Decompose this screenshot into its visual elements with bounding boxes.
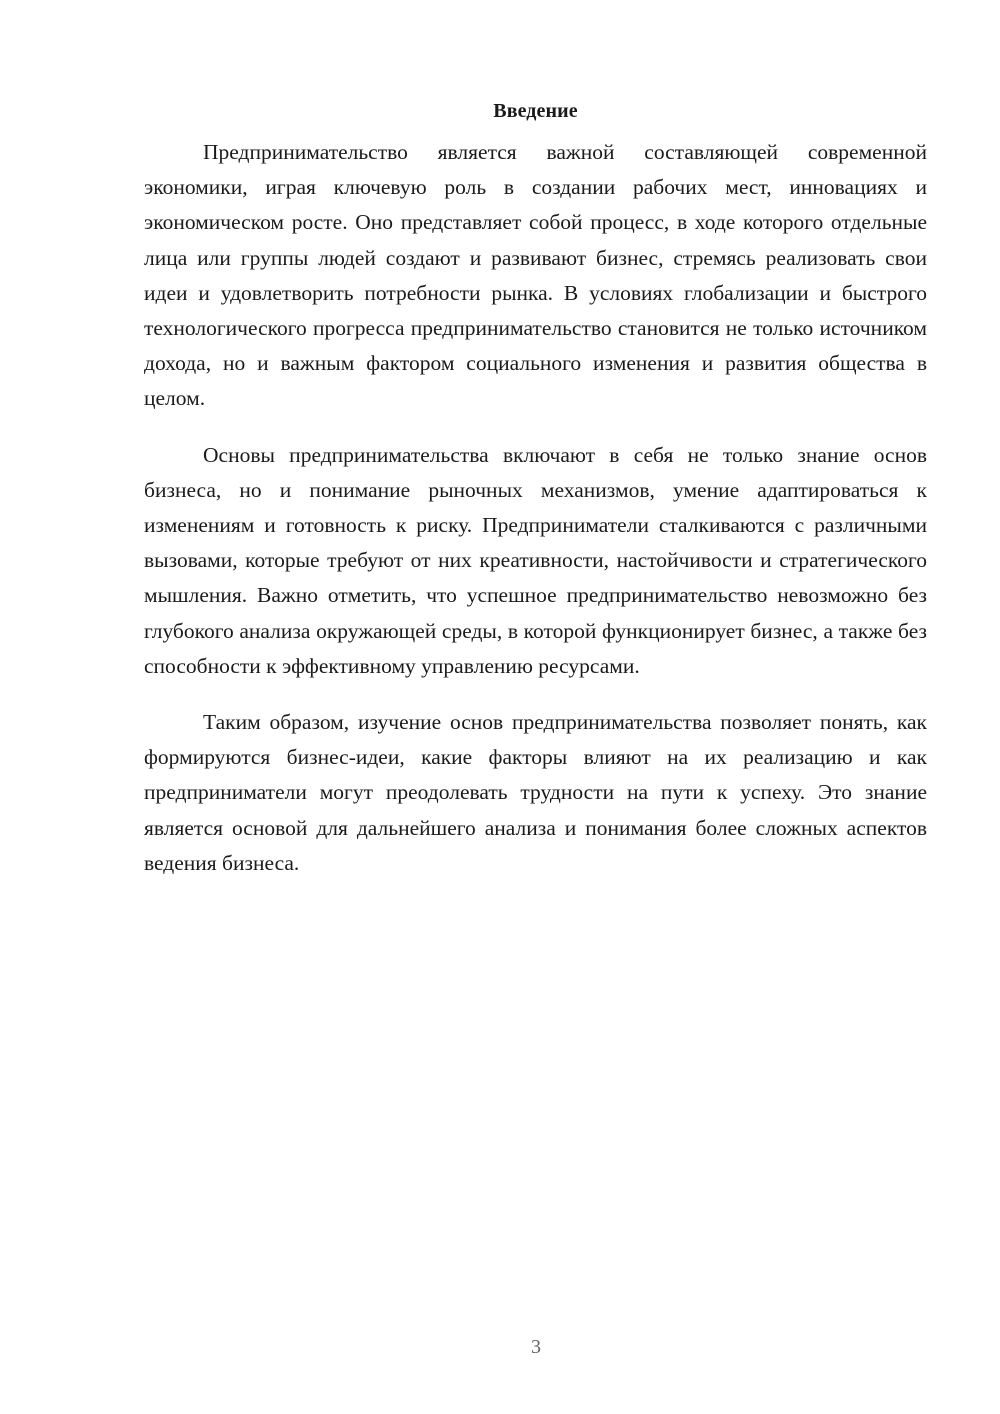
section-title: Введение [493,100,578,122]
paragraph-1: Предпринимательство является важной составляющей современной экономики, играя ключевую роль в создании рабочих мест, инновациях и экономическом росте. Оно представляет собой процесс, в ходе которого отдельные лица или группы людей создают и развивают бизнес, стремясь реализовать свои идеи и удовлетворить потребности рынка. В условиях глобализации и быстрого технологического прогресса предпринимательство становится не только источником дохода, но и важным фактором социального изменения и развития общества в целом. [144,140,927,411]
paragraph-2: Основы предпринимательства включают в себя не только знание основ бизнеса, но и понимание рыночных механизмов, умение адаптироваться к изменениям и готовность к риску. Предприниматели сталкиваются с различными вызовами, которые требуют от них креативности, настойчивости и стратегического мышления. Важно отметить, что успешное предпринимательство невозможно без глубокого анализа окружающей среды, в которой функционирует бизнес, а также без способности к эффективному управлению ресурсами. [144,442,927,678]
page-number: 3 [531,1336,541,1358]
page-content [144,98,927,902]
paragraph-3: Таким образом, изучение основ предпринимательства позволяет понять, как формируются бизнес-идеи, какие факторы влияют на их реализацию и как предприниматели могут преодолевать трудности на пути к успеху. Это знание является основой для дальнейшего анализа и понимания более сложных аспектов ведения бизнеса. [144,710,927,875]
